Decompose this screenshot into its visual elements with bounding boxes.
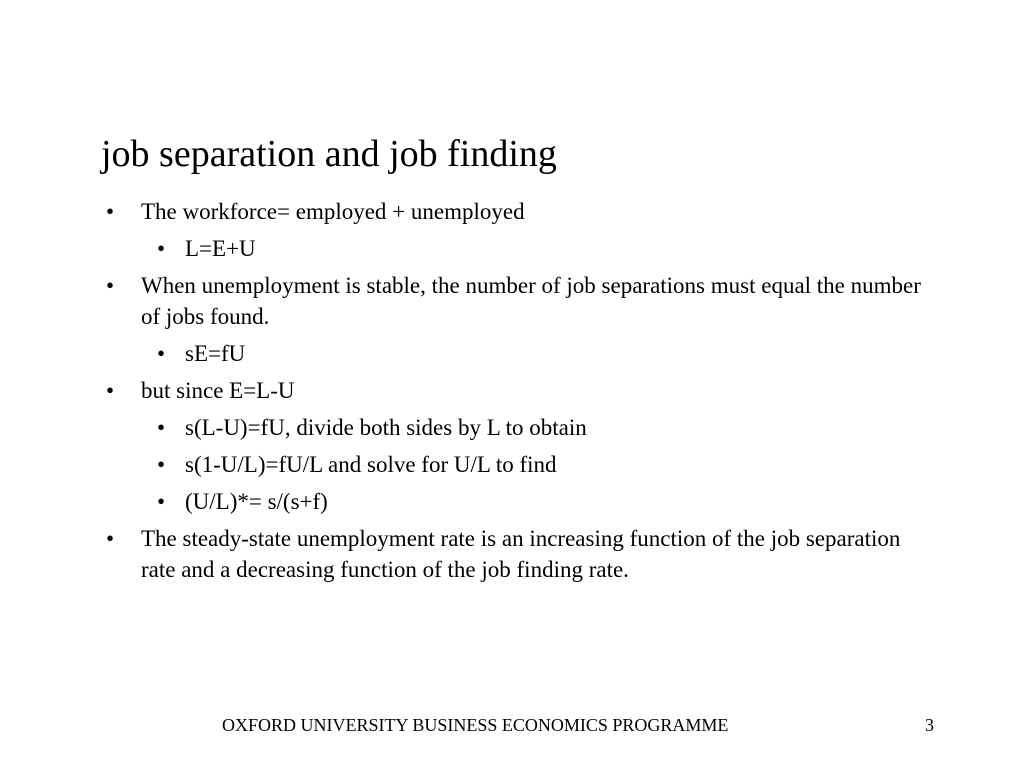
list-item	[0, 338, 1024, 369]
list-item	[0, 270, 1024, 332]
list-item-text: (U/L)*= s/(s+f)	[185, 489, 328, 514]
list-item-text: s(L-U)=fU, divide both sides by L to obtain	[185, 415, 587, 440]
bullet-marker: •	[106, 273, 115, 298]
bullet-marker: •	[106, 526, 115, 551]
list-item-text: The steady-state unemployment rate is an increasing function of the job separation rate and a decreasing function of the job finding rate.	[141, 526, 901, 582]
slide-title: job separation and job finding	[101, 133, 557, 175]
list-item	[0, 449, 1024, 480]
bullet-marker: •	[106, 199, 115, 224]
page-number: 3	[925, 715, 934, 735]
bullet-marker: •	[157, 415, 166, 440]
list-item-text: sE=fU	[185, 341, 246, 366]
bullet-marker: •	[157, 341, 166, 366]
list-item-text: s(1-U/L)=fU/L and solve for U/L to find	[185, 452, 557, 477]
list-item-text: but since E=L-U	[141, 378, 295, 403]
bullet-marker: •	[106, 378, 115, 403]
bullet-marker: •	[157, 489, 166, 514]
bullet-list	[0, 196, 1024, 591]
bullet-marker: •	[157, 452, 166, 477]
list-item	[0, 523, 1024, 585]
list-item	[0, 375, 1024, 406]
list-item-text: When unemployment is stable, the number of job separations must equal the number of jobs found.	[141, 273, 921, 329]
list-item	[0, 196, 1024, 227]
list-item	[0, 412, 1024, 443]
footer-text: OXFORD UNIVERSITY BUSINESS ECONOMICS PROGRAMME	[222, 715, 729, 735]
list-item	[0, 233, 1024, 264]
list-item-text: L=E+U	[185, 236, 256, 261]
bullet-marker: •	[157, 236, 166, 261]
list-item-text: The workforce= employed + unemployed	[141, 199, 525, 224]
list-item	[0, 486, 1024, 517]
